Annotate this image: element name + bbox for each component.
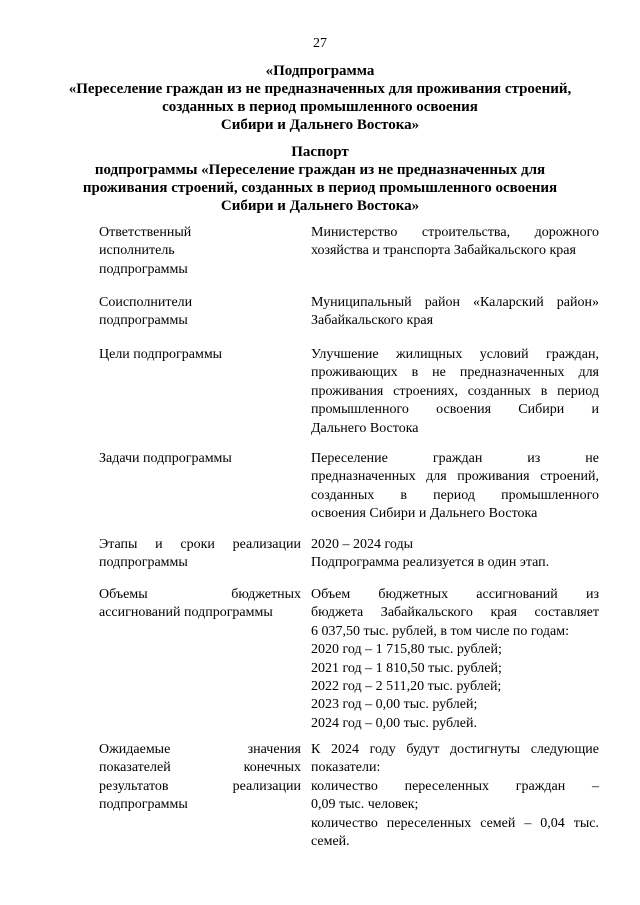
value-line: Муниципальный район «Каларский район» [311, 295, 599, 310]
label-line: Ожидаемые значения [99, 742, 301, 757]
value-line: 2020 – 2024 годы [311, 537, 414, 552]
value-line: промышленного освоения Сибири и [311, 402, 599, 418]
label-line: подпрограммы [99, 797, 188, 813]
value-line: 2023 год – 0,00 тыс. рублей; [311, 697, 478, 713]
value-line: Дальнего Востока [311, 420, 419, 436]
passport-line: проживания строений, созданных в период промышленного освоения [82, 180, 558, 196]
label-line: ассигнований подпрограммы [99, 605, 273, 621]
value-line: количество переселенных граждан – [311, 778, 599, 794]
label-line: Этапы и сроки реализации [99, 537, 301, 552]
value-line: предназначенных для проживания строений, [311, 469, 599, 485]
label-line: подпрограммы [99, 313, 188, 329]
passport-line: подпрограммы «Переселение граждан из не предназначенных для [94, 162, 546, 178]
value-line: К 2024 году будут достигнуты следующие [311, 742, 599, 757]
value-line: 6 037,50 тыс. рублей, в том числе по годам: [311, 623, 569, 639]
passport-line: Сибири и Дальнего Востока» [220, 198, 420, 214]
label-line: Цели подпрограммы [99, 347, 223, 362]
value-line: 2021 год – 1 810,50 тыс. рублей; [311, 660, 502, 676]
row-value-coexecutors [311, 294, 599, 331]
row-label-stages [99, 536, 301, 573]
row-label-responsible [99, 224, 301, 279]
label-line: подпрограммы [99, 555, 188, 571]
row-label-goals [99, 346, 301, 364]
row-value-stages [311, 536, 599, 573]
subprogram-title [60, 62, 580, 134]
value-line: освоения Сибири и Дальнего Востока [311, 506, 538, 522]
value-line: Объем бюджетных ассигнований из [311, 587, 599, 602]
row-value-goals [311, 346, 599, 438]
value-line: количество переселенных семей – 0,04 тыс. [311, 815, 599, 831]
label-line: результатов реализации [99, 778, 301, 794]
row-label-expected-results [99, 741, 301, 815]
row-label-budget [99, 586, 301, 623]
page-number: 27 [313, 36, 327, 51]
label-line: показателей конечных [99, 760, 301, 776]
value-line: Переселение граждан из не [311, 451, 599, 466]
value-line: 2024 год – 0,00 тыс. рублей. [311, 715, 477, 731]
value-line: Подпрограмма реализуется в один этап. [311, 555, 550, 571]
value-line: хозяйства и транспорта Забайкальского края [311, 243, 576, 259]
value-line: Улучшение жилищных условий граждан, [311, 347, 599, 362]
value-line: 0,09 тыс. человек; [311, 797, 419, 813]
value-line: бюджета Забайкальского края составляет [311, 605, 599, 621]
label-line: исполнитель [99, 243, 175, 259]
label-line: подпрограммы [99, 261, 188, 277]
value-line: показатели: [311, 760, 381, 776]
row-value-tasks [311, 450, 599, 524]
value-line: проживающих в не предназначенных для [311, 365, 599, 381]
value-line: Забайкальского края [311, 313, 434, 329]
row-value-responsible [311, 224, 599, 261]
passport-line: Паспорт [291, 144, 349, 160]
value-line: 2022 год – 2 511,20 тыс. рублей; [311, 678, 502, 694]
row-label-coexecutors [99, 294, 301, 331]
row-label-tasks [99, 450, 301, 468]
passport-heading [60, 143, 580, 215]
label-line: Ответственный [99, 225, 192, 240]
value-line: 2020 год – 1 715,80 тыс. рублей; [311, 642, 502, 658]
label-line: Соисполнители [99, 295, 193, 310]
value-line: Министерство строительства, дорожного [311, 225, 599, 240]
row-value-budget [311, 586, 599, 733]
title-line: Сибири и Дальнего Востока» [220, 117, 420, 133]
row-value-expected-results [311, 741, 599, 851]
label-line: Объемы бюджетных [99, 587, 301, 602]
value-line: проживания строениях, созданных в период [311, 383, 599, 399]
value-line: созданных в период промышленного [311, 487, 599, 503]
value-line: семей. [311, 833, 350, 849]
title-line: «Подпрограмма [265, 63, 375, 79]
title-line: созданных в период промышленного освоения [162, 99, 478, 115]
title-line: «Переселение граждан из не предназначенных для проживания строений, [68, 81, 572, 97]
label-line: Задачи подпрограммы [99, 451, 232, 466]
